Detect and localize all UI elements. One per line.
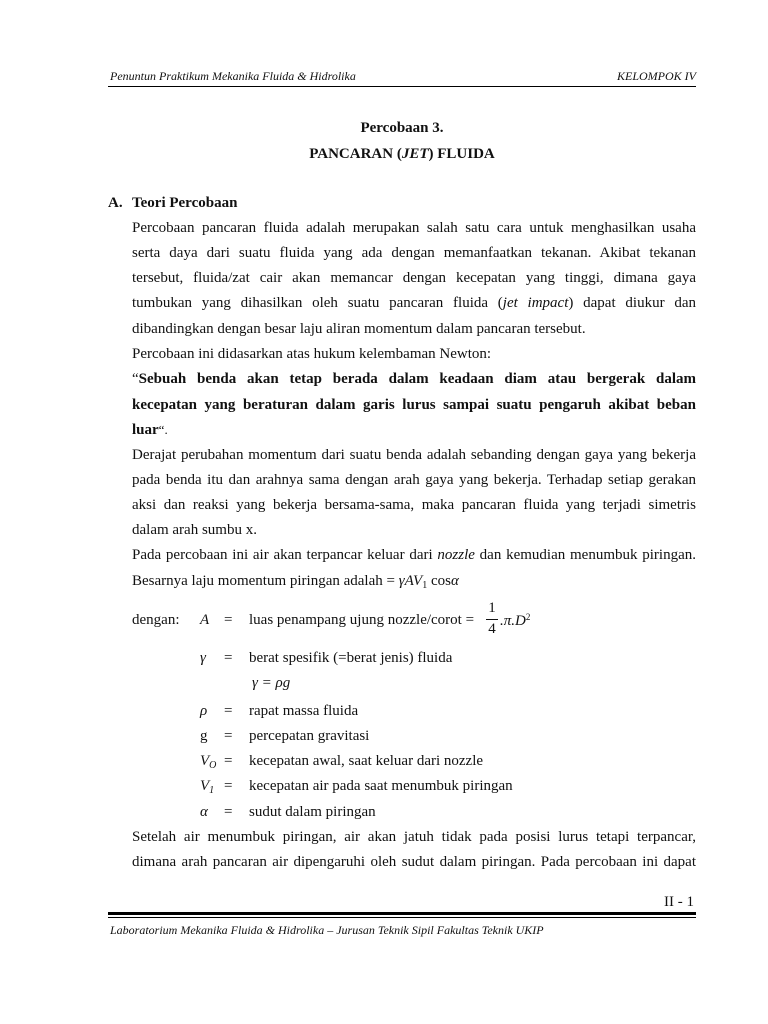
paragraph-line: tersebut, fluida/zat cair akan memancar dengan kecepatan yang tinggi, dimana gaya <box>132 270 696 286</box>
experiment-number: Percobaan 3. <box>360 120 444 136</box>
def-symbol: A <box>200 612 210 628</box>
paragraph-line: dimana arah pancaran air dipengaruhi oleh sudut dalam piringan. Pada percobaan ini dapat <box>132 854 696 870</box>
paragraph-line: dibandingkan dengan besar laju aliran momentum dalam pancaran tersebut. <box>132 321 586 337</box>
def-equals: = <box>224 650 233 666</box>
definitions-intro: dengan: <box>132 612 180 628</box>
def-description: kecepatan awal, saat keluar dari nozzle <box>249 753 484 769</box>
paragraph-line: pada benda itu dan arahnya sama dengan arah gaya yang bekerja. Terhadap setiap gerakan <box>132 472 696 488</box>
def-description: sudut dalam piringan <box>249 804 376 820</box>
def-description: luas penampang ujung nozzle/corot = <box>249 612 475 628</box>
quote-line: luar“. <box>132 422 168 438</box>
footer-text: Laboratorium Mekanika Fluida & Hidrolika – Jurusan Teknik Sipil Fakultas Teknik UKIP <box>110 923 544 937</box>
momentum-formula: γAV <box>398 573 423 589</box>
def-symbol: α <box>200 804 208 820</box>
header-rule <box>108 86 696 87</box>
def-symbol: ρ <box>200 703 208 719</box>
def-description: kecepatan air pada saat menumbuk piringan <box>249 778 513 794</box>
paragraph-line: serta daya dari suatu fluida yang ada dengan memanfaatkan tekanan. Akibat tekanan <box>132 245 696 261</box>
def-symbol: $V_1$ <box>200 778 215 796</box>
def-equals: = <box>224 804 233 820</box>
quote-line: kecepatan yang beraturan dalam garis lurus sampai suatu pengaruh akibat beban <box>132 397 696 413</box>
section-label: A. <box>108 195 123 211</box>
paragraph-line: Percobaan pancaran fluida adalah merupakan salah satu cara untuk menghasilkan usaha <box>132 220 696 236</box>
area-formula-rest: $.\pi.D^2$ <box>500 612 531 629</box>
paragraph-line: Derajat perubahan momentum dari suatu benda adalah sebanding dengan gaya yang bekerja <box>132 447 696 463</box>
section-heading: Teori Percobaan <box>132 195 238 211</box>
fraction-numerator: 1 <box>488 600 496 616</box>
paragraph-line: Percobaan ini didasarkan atas hukum kelembaman Newton: <box>132 346 492 362</box>
paragraph-line: Pada percobaan ini air akan terpancar keluar dari nozzle dan kemudian menumbuk piringan. <box>132 547 696 563</box>
paragraph-line: Setelah air menumbuk piringan, air akan jatuh tidak pada posisi lurus tetapi terpancar, <box>132 829 696 845</box>
momentum-line: Besarnya laju momentum piringan adalah = γAV$_1$ cosα <box>132 573 459 591</box>
paragraph-line: tumbukan yang dihasilkan oleh suatu pancaran fluida (jet impact) dapat diukur dan <box>132 295 696 311</box>
def-symbol: $V_O$ <box>200 753 217 771</box>
page-number: II - 1 <box>664 894 694 910</box>
def-symbol: γ <box>200 650 206 666</box>
header-right: KELOMPOK IV <box>617 69 696 83</box>
def-equals: = <box>224 753 233 769</box>
def-equals: = <box>224 703 233 719</box>
def-description: percepatan gravitasi <box>249 728 370 744</box>
experiment-title: PANCARAN (JET) FLUIDA <box>309 146 495 162</box>
paragraph-line: dalam arah sumbu x. <box>132 522 257 538</box>
gamma-formula: γ = ρg <box>252 675 291 691</box>
def-equals: = <box>224 728 233 744</box>
header-left: Penuntun Praktikum Mekanika Fluida & Hidrolika <box>110 69 356 83</box>
def-equals: = <box>224 612 233 628</box>
quote-line: “Sebuah benda akan tetap berada dalam keadaan diam atau bergerak dalam <box>132 371 696 387</box>
paragraph-line: aksi dan reaksi yang bekerja bersama-sama, maka pancaran fluida yang terjadi simetris <box>132 497 696 513</box>
def-symbol: g <box>200 728 208 744</box>
def-description: berat spesifik (=berat jenis) fluida <box>249 650 453 666</box>
fraction-bar <box>486 619 498 620</box>
fraction-denominator: 4 <box>488 621 496 637</box>
footer-rule-thin <box>108 917 696 918</box>
def-equals: = <box>224 778 233 794</box>
footer-rule-thick <box>108 912 696 915</box>
def-description: rapat massa fluida <box>249 703 359 719</box>
